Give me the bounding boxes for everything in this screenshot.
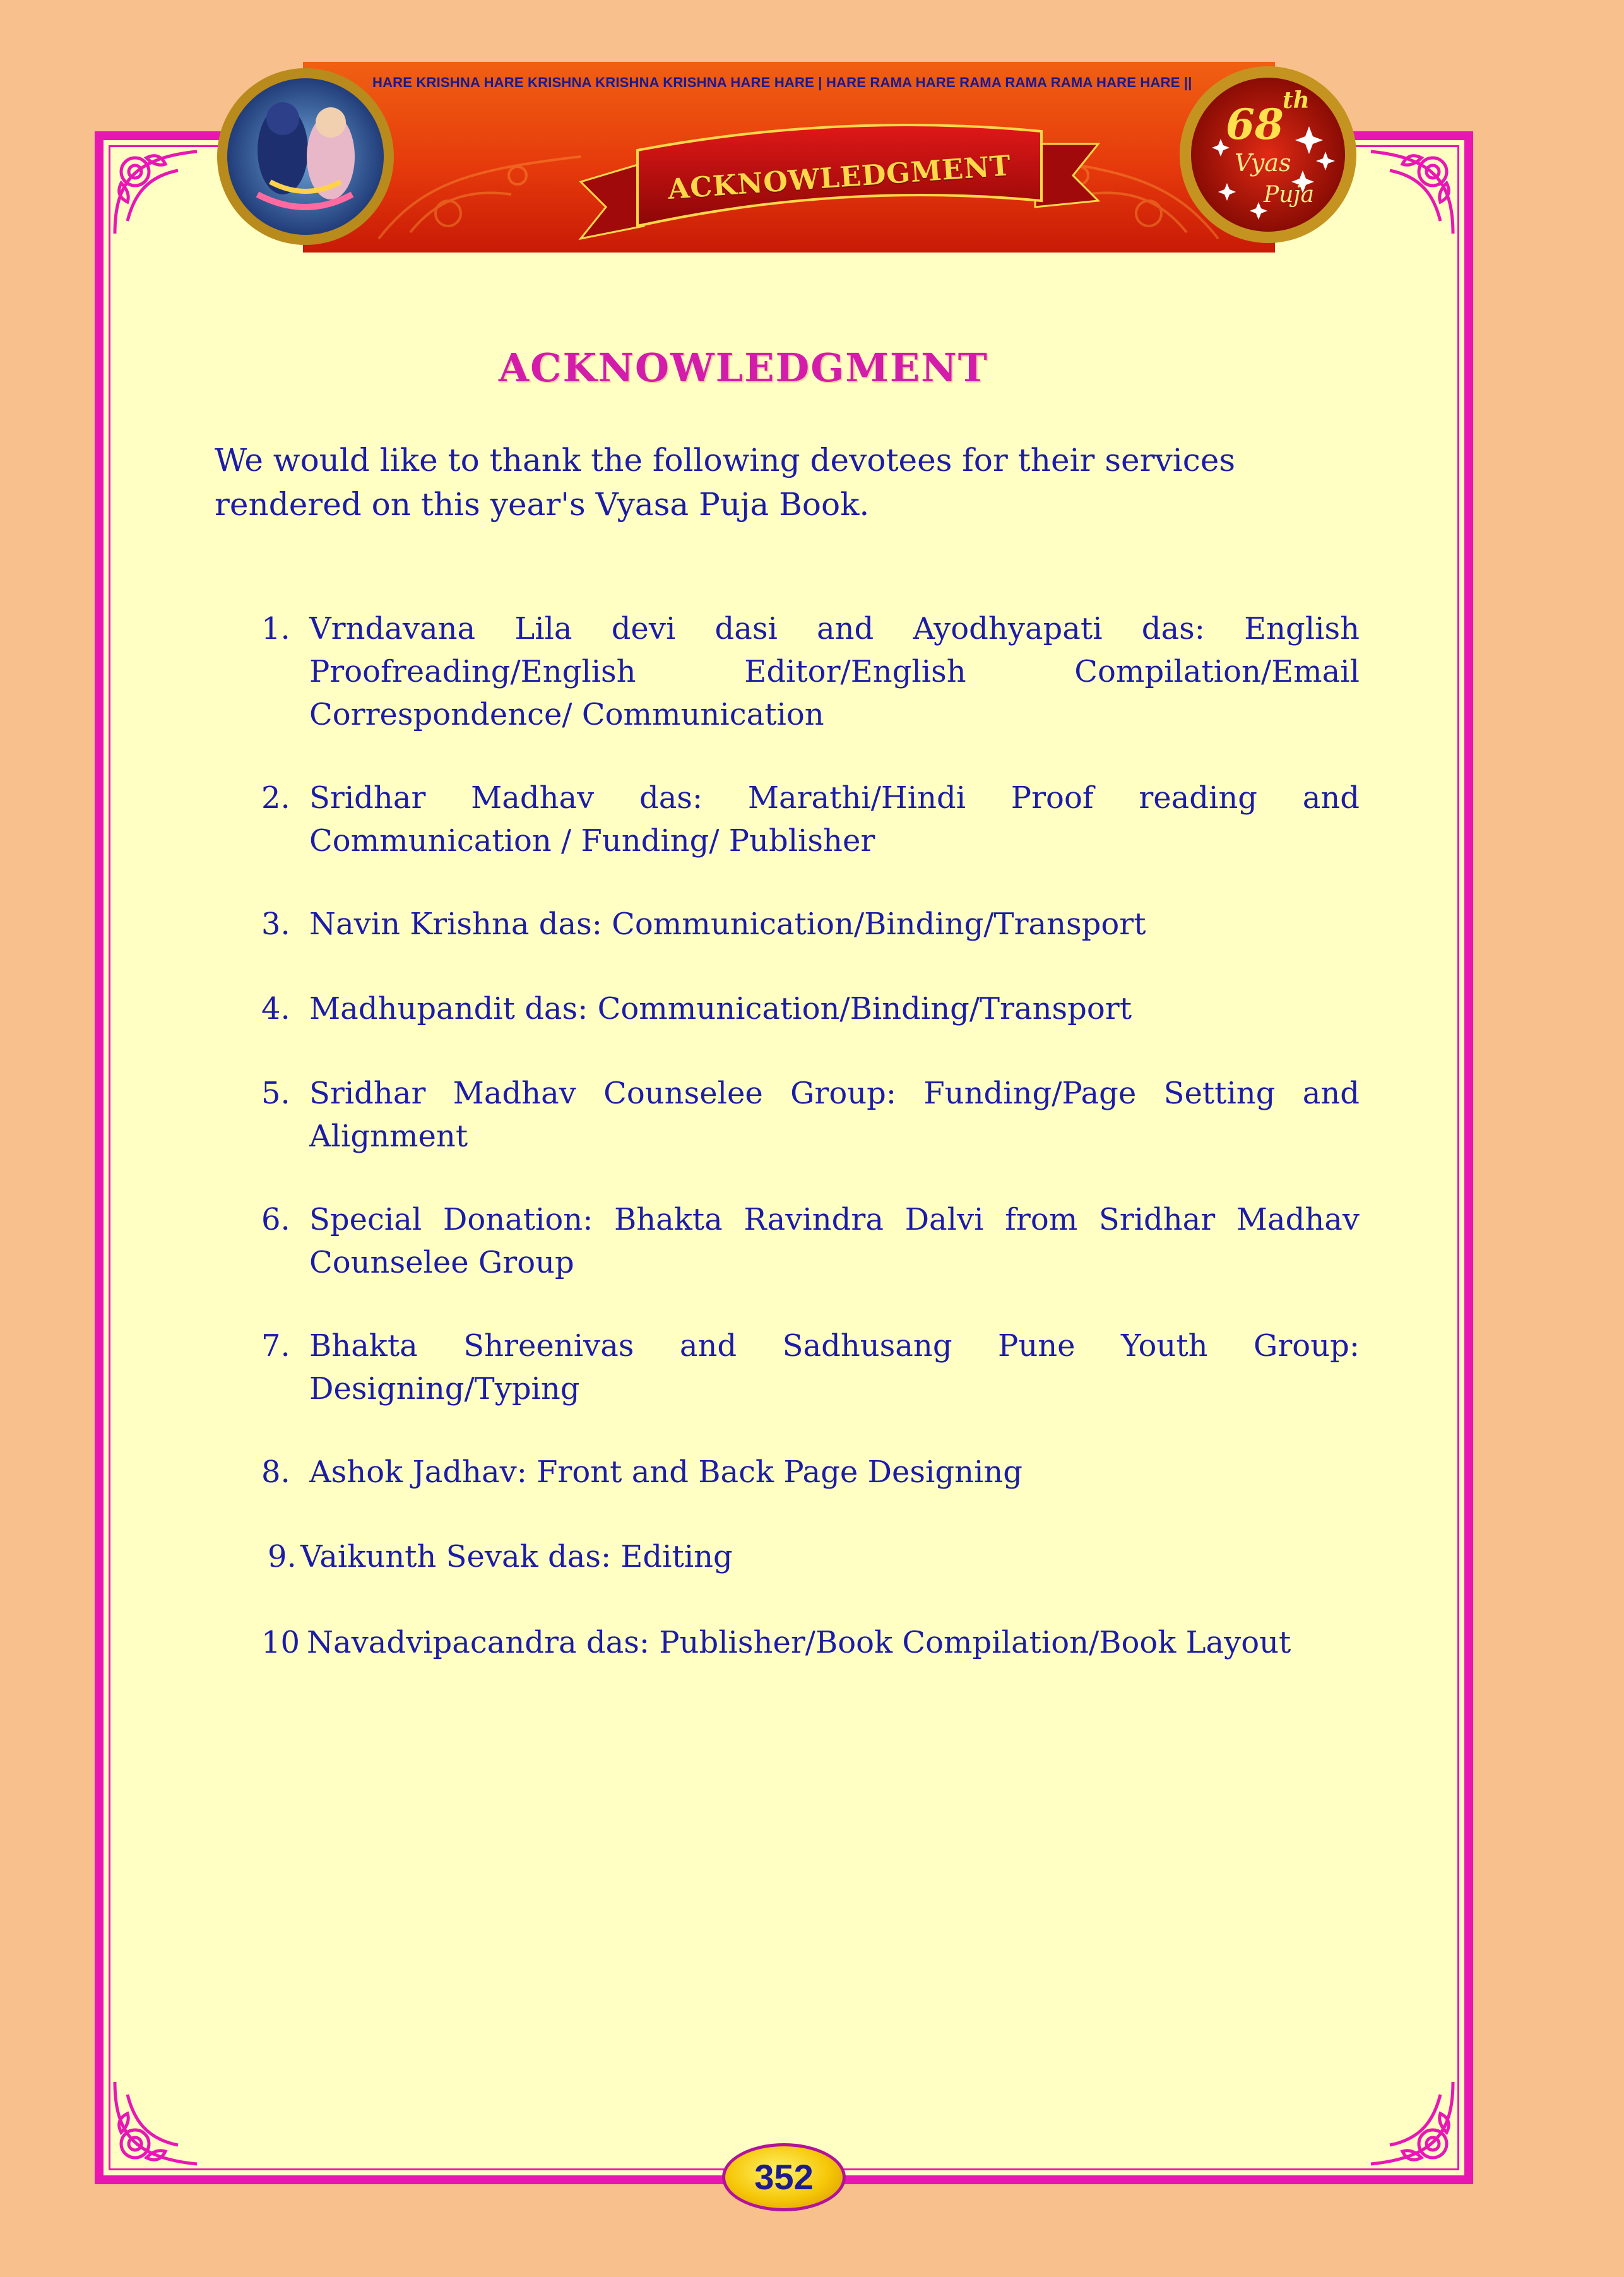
page-title: ACKNOWLEDGMENT [499,345,988,391]
list-item [261,607,1360,736]
list-item-text: Madhupandit das: Communication/Binding/Transport [309,991,1132,1026]
list-item [261,1451,1360,1494]
list-item-number: 10 [261,1625,300,1660]
corner-ornament [1365,145,1459,240]
list-item-text: Sridhar Madhav Counselee Group: Funding/Page Setting and Alignment [309,1076,1360,1154]
list-item-number: 6. [261,1202,290,1237]
mantra-text: HARE KRISHNA HARE KRISHNA KRISHNA KRISHNA HARE HARE | HARE RAMA HARE RAMA RAMA RAMA HARE HARE || [372,74,1192,90]
list-item [268,1535,1360,1578]
list-item-number: 4. [261,991,290,1026]
list-item-text: Vaikunth Sevak das: Editing [300,1539,733,1574]
badge-number: 68 [1226,100,1284,149]
list-item-number: 8. [261,1454,290,1490]
corner-ornament [109,145,203,240]
intro-paragraph: We would like to thank the following devotees for their services rendered on this year's Vyasa Puja Book. [215,442,1235,523]
title-ribbon [568,106,1111,253]
list-item-number: 3. [261,907,290,942]
list-item-text: Vrndavana Lila devi dasi and Ayodhyapati das: English Proofreading/English Editor/English Compilation/Email Correspondence/ Communication [309,611,1360,732]
list-item [261,1621,1360,1664]
list-item [261,1072,1360,1158]
list-item-number: 1. [261,611,290,646]
list-item-number: 7. [261,1328,290,1364]
list-item [261,1198,1360,1284]
page-number: 352 [722,2143,846,2211]
header-banner [303,62,1275,253]
list-item-text: Navin Krishna das: Communication/Binding/Transport [309,907,1146,942]
ribbon-title: ACKNOWLEDGMENT [667,150,1012,206]
corner-ornament [109,2076,203,2170]
badge-line-vyas: Vyas [1235,149,1291,177]
list-item-text: Bhakta Shreenivas and Sadhusang Pune Youth Group: Designing/Typing [309,1328,1360,1406]
list-item-text: Sridhar Madhav das: Marathi/Hindi Proof reading and Communication / Funding/ Publisher [309,780,1360,859]
list-item [261,987,1360,1030]
list-item-number: 5. [261,1076,290,1111]
acknowledgment-list [261,607,1360,1664]
list-item [261,903,1360,946]
list-item-number: 2. [261,780,290,816]
list-item [261,1324,1360,1410]
corner-ornament [1365,2076,1459,2170]
list-item-number: 9. [268,1539,297,1574]
list-item-text: Special Donation: Bhakta Ravindra Dalvi from Sridhar Madhav Counselee Group [309,1202,1360,1280]
deity-medallion [213,62,398,251]
badge-suffix: th [1283,87,1310,114]
list-item-text: Navadvipacandra das: Publisher/Book Compilation/Book Layout [307,1625,1291,1660]
vyas-puja-badge [1177,63,1360,246]
badge-line-puja: Puja [1264,182,1315,208]
list-item-text: Ashok Jadhav: Front and Back Page Designing [309,1454,1023,1490]
floral-swirl-icon [372,119,587,245]
list-item [261,776,1360,862]
